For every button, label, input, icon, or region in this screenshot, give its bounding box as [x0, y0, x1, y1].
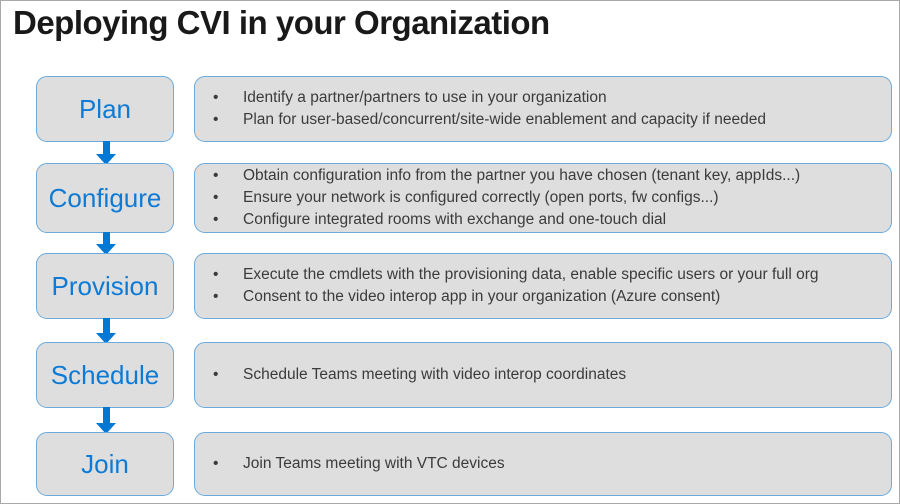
- step-box-configure: [36, 163, 174, 233]
- step-box-join: [36, 432, 174, 496]
- step-label-schedule: Schedule: [50, 359, 160, 390]
- bullet-item: • Execute the cmdlets with the provisioning data, enable specific users or your full org: [211, 264, 881, 286]
- step-row-provision: [1, 253, 900, 319]
- arrow-stem: [103, 232, 110, 244]
- page-title: Deploying CVI in your Organization: [13, 4, 550, 41]
- step-label-join: Join: [81, 448, 129, 479]
- details-box-plan: [194, 76, 892, 142]
- details-box-schedule: [194, 342, 892, 408]
- arrow-stem: [103, 141, 110, 154]
- bullet-item: • Configure integrated rooms with exchange and one-touch dial: [211, 209, 881, 231]
- details-box-configure: [194, 163, 892, 233]
- details-box-join: [194, 432, 892, 496]
- details-box-provision: [194, 253, 892, 319]
- bullet-item: • Join Teams meeting with VTC devices: [211, 453, 881, 475]
- arrow-down-icon: [95, 232, 117, 255]
- bullet-item: • Identify a partner/partners to use in your organization: [211, 87, 881, 109]
- step-box-provision: [36, 253, 174, 319]
- bullet-item: • Schedule Teams meeting with video interop coordinates: [211, 364, 881, 386]
- arrow-down-icon: [95, 141, 117, 165]
- bullet-item: • Consent to the video interop app in your organization (Azure consent): [211, 286, 881, 308]
- arrow-stem: [103, 318, 110, 333]
- arrow-stem: [103, 407, 110, 423]
- step-box-plan: [36, 76, 174, 142]
- bullet-item: • Obtain configuration info from the partner you have chosen (tenant key, appIds...): [211, 165, 881, 187]
- step-row-configure: [1, 163, 900, 233]
- step-row-plan: [1, 76, 900, 142]
- arrow-down-icon: [95, 407, 117, 434]
- step-box-schedule: [36, 342, 174, 408]
- bullet-item: • Plan for user-based/concurrent/site-wide enablement and capacity if needed: [211, 109, 881, 131]
- step-row-join: [1, 432, 900, 496]
- step-label-plan: Plan: [78, 93, 132, 124]
- step-row-schedule: [1, 342, 900, 408]
- arrow-down-icon: [95, 318, 117, 344]
- step-label-configure: Configure: [48, 182, 162, 213]
- bullet-item: • Ensure your network is configured correctly (open ports, fw configs...): [211, 187, 881, 209]
- step-label-provision: Provision: [51, 270, 159, 301]
